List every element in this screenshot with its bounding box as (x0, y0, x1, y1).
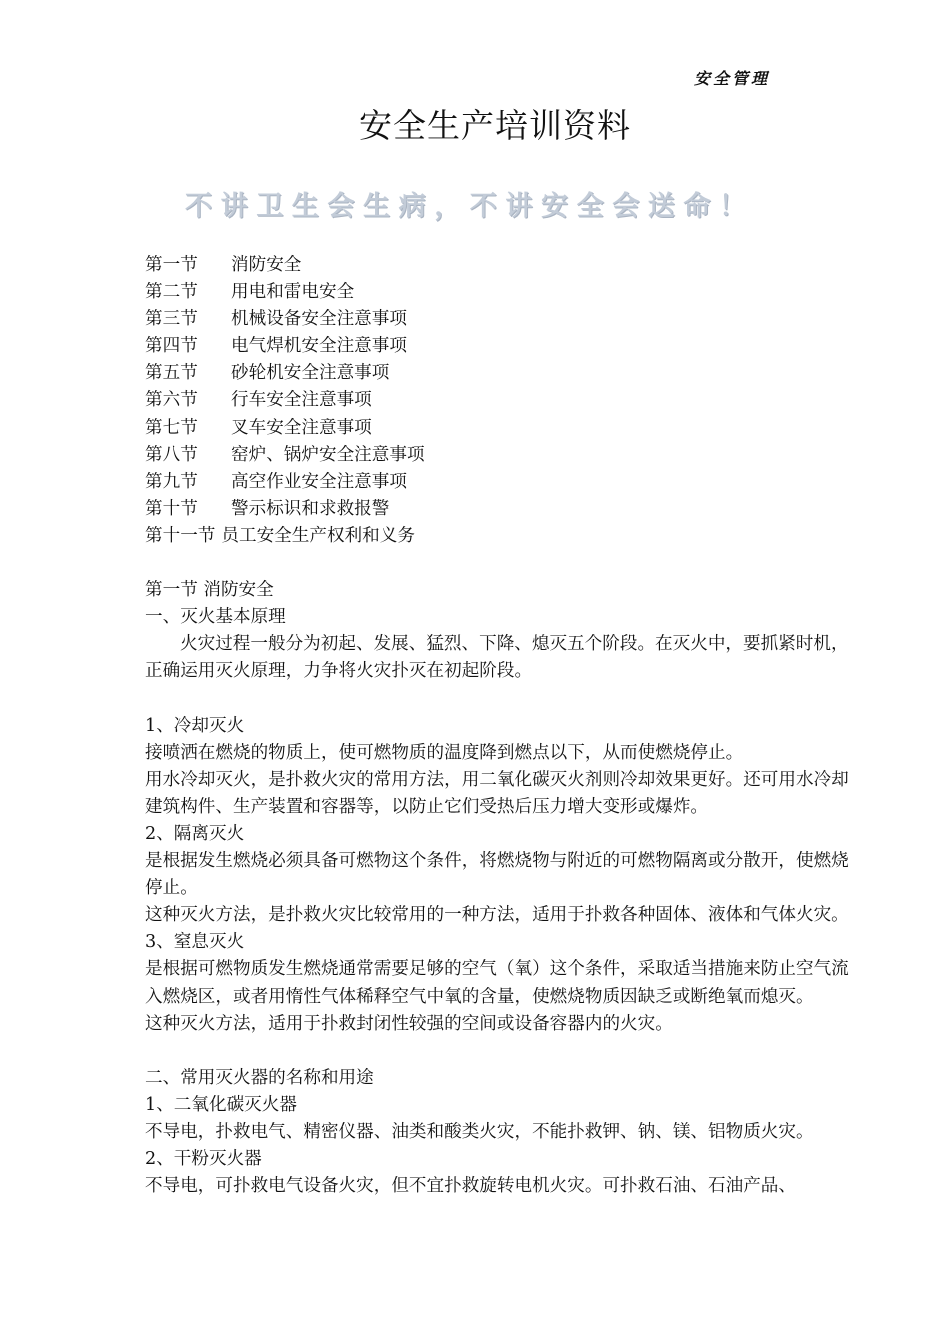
subsection-heading: 1、冷却灭火 (145, 715, 245, 736)
paragraph: 接喷洒在燃烧的物质上，使可燃物质的温度降到燃点以下，从而使燃烧停止。 (145, 742, 744, 763)
toc-item-title: 窑炉、锅炉安全注意事项 (231, 444, 425, 465)
toc-item-number: 第十一节 (145, 525, 216, 546)
subsection-heading: 1、二氧化碳灭火器 (145, 1094, 297, 1115)
section-heading: 第一节 消防安全 (145, 580, 274, 601)
toc-item (145, 360, 857, 387)
toc-item (145, 333, 857, 360)
spacer (145, 686, 857, 713)
spacer (145, 1038, 857, 1065)
toc-item-title: 电气焊机安全注意事项 (231, 336, 407, 357)
toc-item-number: 第十节 (145, 498, 198, 519)
toc-item-number: 第六节 (145, 390, 198, 411)
part-heading: 一、灭火基本原理 (145, 607, 286, 628)
toc-item-title: 叉车安全注意事项 (231, 417, 372, 438)
subsection-heading: 2、隔离灭火 (145, 823, 245, 844)
toc-item-number: 第九节 (145, 471, 198, 492)
toc-item (145, 387, 857, 414)
toc-item-number: 第一节 (145, 255, 198, 275)
part-heading: 二、常用灭火器的名称和用途 (145, 1067, 374, 1088)
table-of-contents (145, 252, 857, 550)
toc-item (145, 442, 857, 469)
toc-item-title: 员工安全生产权利和义务 (221, 525, 415, 546)
toc-item (145, 496, 857, 523)
toc-item (145, 415, 857, 442)
document-title: 安全生产培训资料 (359, 106, 631, 145)
toc-item-title: 高空作业安全注意事项 (231, 471, 407, 492)
toc-item-title: 用电和雷电安全 (231, 282, 355, 303)
toc-item (145, 469, 857, 496)
paragraph: 不导电，可扑救电气设备火灾，但不宜扑救旋转电机火灾。可扑救石油、石油产品、 (145, 1176, 796, 1197)
paragraph: 这种灭火方法，是扑救火灾比较常用的一种方法，适用于扑救各种固体、液体和气体火灾。 (145, 905, 849, 926)
paragraph: 火灾过程一般分为初起、发展、猛烈、下降、熄灭五个阶段。在灭火中，要抓紧时机，正确运用灭火原理，力争将火灾扑灭在初起阶段。 (145, 634, 849, 682)
toc-item-number: 第二节 (145, 282, 198, 303)
paragraph: 是根据发生燃烧必须具备可燃物这个条件，将燃烧物与附近的可燃物隔离或分散开，使燃烧停止。 (145, 851, 849, 899)
header-tag: 安全管理 (694, 69, 771, 88)
safety-slogan: 不讲卫生会生病，不讲安全会送命！ (185, 191, 755, 222)
toc-item-number: 第三节 (145, 309, 198, 330)
subsection-heading: 3、窒息灭火 (145, 932, 245, 953)
toc-item-title: 机械设备安全注意事项 (231, 309, 407, 330)
toc-item (145, 279, 857, 306)
toc-item-number: 第七节 (145, 417, 198, 438)
toc-item-number: 第四节 (145, 336, 198, 357)
document-body (145, 252, 857, 1200)
paragraph: 这种灭火方法，适用于扑救封闭性较强的空间或设备容器内的火灾。 (145, 1013, 673, 1034)
paragraph: 不导电，扑救电气、精密仪器、油类和酸类火灾，不能扑救钾、钠、镁、铝物质火灾。 (145, 1122, 814, 1142)
toc-item-title: 砂轮机安全注意事项 (231, 363, 390, 384)
toc-item (145, 523, 857, 550)
paragraph: 用水冷却灭火，是扑救火灾的常用方法，用二氧化碳灭火剂则冷却效果更好。还可用水冷却建筑构件、生产装置和容器等，以防止它们受热后压力增大变形或爆炸。 (145, 769, 849, 817)
spacer (145, 550, 857, 577)
toc-item-title: 警示标识和求救报警 (231, 498, 390, 519)
paragraph: 是根据可燃物质发生燃烧通常需要足够的空气（氧）这个条件，采取适当措施来防止空气流入燃烧区，或者用惰性气体稀释空气中氧的含量，使燃烧物质因缺乏或断绝氧而熄灭。 (145, 959, 849, 1007)
toc-item (145, 306, 857, 333)
toc-item-title: 消防安全 (231, 255, 302, 275)
toc-item-title: 行车安全注意事项 (231, 390, 372, 411)
toc-item-number: 第八节 (145, 444, 198, 465)
subsection-heading: 2、干粉灭火器 (145, 1149, 262, 1170)
toc-item (145, 252, 857, 279)
toc-item-number: 第五节 (145, 363, 198, 384)
